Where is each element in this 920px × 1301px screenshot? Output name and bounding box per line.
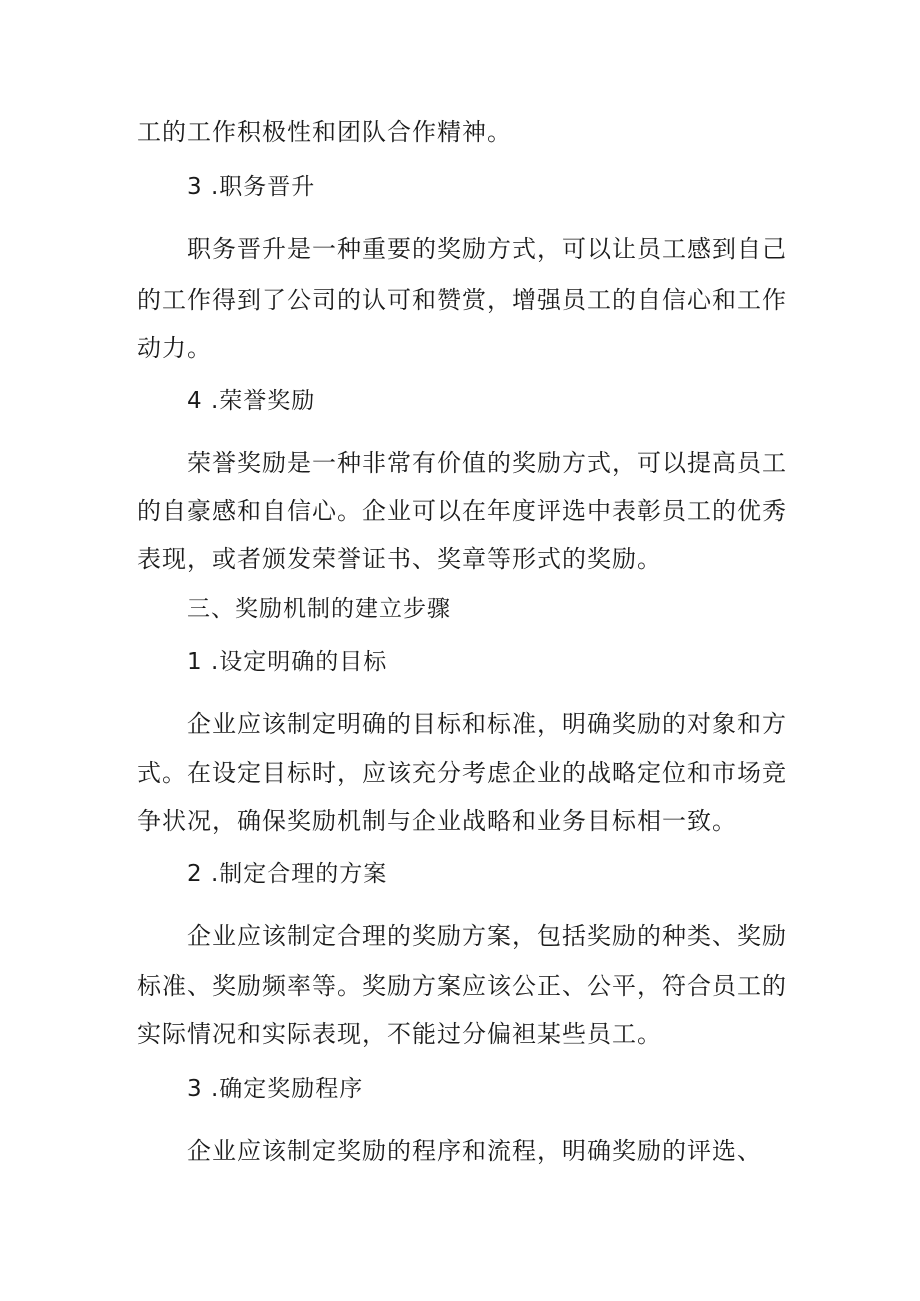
paragraph-line: 职务晋升是一种重要的奖励方式，可以让员工感到自己	[187, 235, 787, 263]
paragraph-line: 工的工作积极性和团队合作精神。	[137, 118, 512, 146]
paragraph-line: 的自豪感和自信心。企业可以在年度评选中表彰员工的优秀	[137, 497, 787, 525]
paragraph-line: 实际情况和实际表现，不能过分偏袒某些员工。	[137, 1020, 662, 1048]
section-heading-job-promotion: 3 .职务晋升	[187, 174, 316, 200]
section-heading-make-plan: 2 .制定合理的方案	[187, 861, 388, 887]
section-heading-set-goals: 1 .设定明确的目标	[187, 649, 388, 675]
paragraph-line: 标准、奖励频率等。奖励方案应该公正、公平，符合员工的	[137, 972, 787, 1000]
paragraph-line: 企业应该制定明确的目标和标准，明确奖励的对象和方	[187, 710, 787, 738]
section-heading-reward-procedure: 3 .确定奖励程序	[187, 1076, 364, 1102]
paragraph-line: 企业应该制定合理的奖励方案，包括奖励的种类、奖励	[187, 922, 787, 950]
paragraph-line: 的工作得到了公司的认可和赞赏，增强员工的自信心和工作	[137, 286, 787, 314]
paragraph-line: 表现，或者颁发荣誉证书、奖章等形式的奖励。	[137, 545, 662, 573]
paragraph-line: 争状况，确保奖励机制与企业战略和业务目标相一致。	[137, 807, 737, 835]
paragraph-line: 荣誉奖励是一种非常有价值的奖励方式，可以提高员工	[187, 449, 787, 477]
paragraph-line: 式。在设定目标时，应该充分考虑企业的战略定位和市场竞	[137, 759, 787, 787]
paragraph-line: 动力。	[137, 334, 212, 362]
section-heading-setup-steps: 三、奖励机制的建立步骤	[187, 596, 451, 622]
paragraph-line: 企业应该制定奖励的程序和流程，明确奖励的评选、	[187, 1137, 762, 1165]
section-heading-honor-reward: 4 .荣誉奖励	[187, 388, 316, 414]
